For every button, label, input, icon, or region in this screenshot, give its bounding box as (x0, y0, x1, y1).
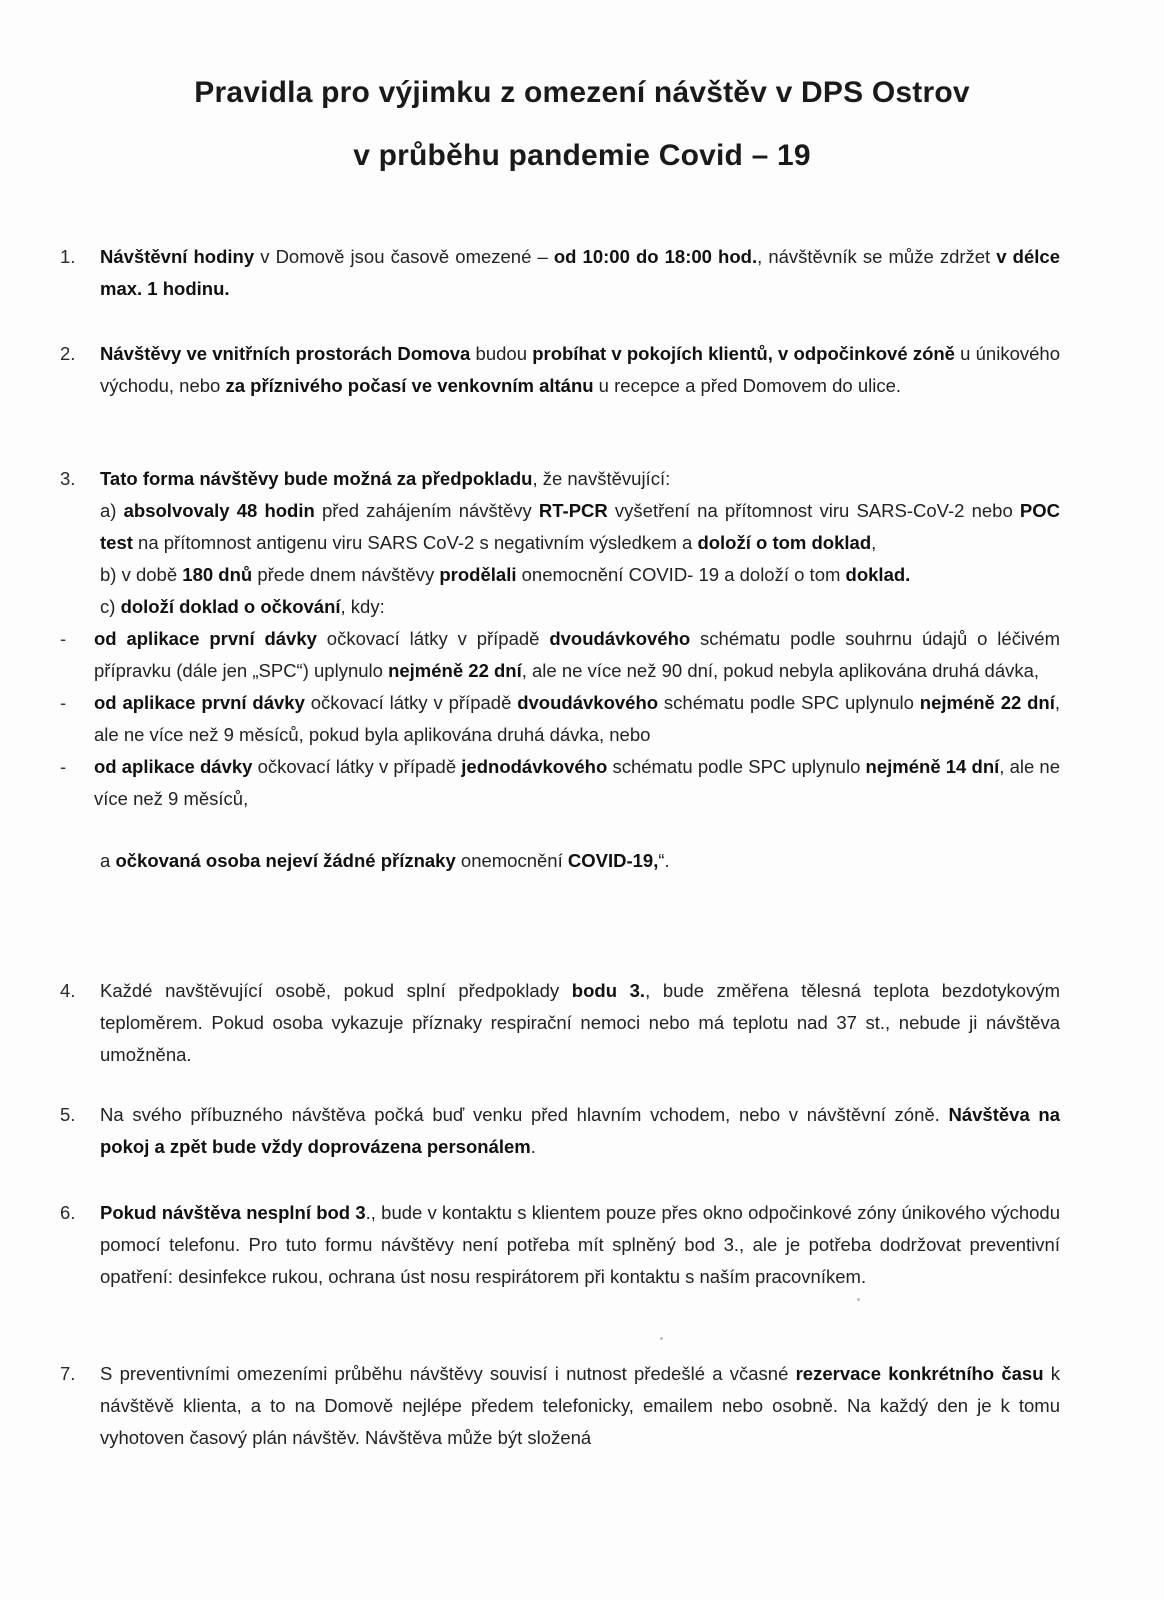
text-run: schématu podle SPC uplynulo (658, 692, 920, 713)
text-run: u únikového východu, nebo (100, 343, 1060, 396)
rule-intro (100, 463, 1060, 495)
emphasis-text: od aplikace dávky (94, 756, 253, 777)
vaccination-case-text (94, 756, 1060, 809)
emphasis-text: od 10:00 do 18:00 hod. (553, 246, 758, 267)
scan-speck (857, 1298, 860, 1301)
vaccination-case-text (94, 628, 1060, 681)
emphasis-text: dvoudávkového (517, 692, 659, 713)
text-run: c) (100, 596, 121, 617)
text-run: , že navštěvující: (532, 468, 671, 489)
text-run: S preventivními omezeními průběhu návštěvy souvisí i nutnost předešlé a včasné (100, 1363, 796, 1384)
rule-number: 2. (60, 343, 76, 364)
text-run: “. (658, 850, 670, 871)
text-run: přede dnem návštěvy (252, 564, 440, 585)
emphasis-text: za příznivého počasí ve venkovním altánu (225, 375, 594, 396)
rule-text (100, 1099, 1060, 1163)
emphasis-text: rezervace konkrétního času (795, 1363, 1044, 1384)
rule-text (100, 975, 1060, 1071)
emphasis-text: doloží o tom doklad (697, 532, 872, 553)
text-run: schématu podle souhrnu údajů o léčivém přípravku (dále jen „SPC“) uplynulo (94, 628, 1061, 681)
text-run: na přítomnost antigenu viru SARS CoV-2 s negativním výsledkem a (132, 532, 698, 553)
rule-number: 1. (60, 246, 76, 267)
text-run: onemocnění (455, 850, 568, 871)
rule-number: 4. (60, 980, 76, 1001)
emphasis-text: nejméně 14 dní (865, 756, 1000, 777)
emphasis-text: Návštěvní hodiny (100, 246, 255, 267)
text-run: , bude změřena tělesná teplota bezdotykovým teploměrem. Pokud osoba vykazuje příznaky respirační nemoci nebo má teplotu nad 37 st., nebude ji návštěva umožněna. (100, 980, 1060, 1065)
text-run: k návštěvě klienta, a to na Domově nejlépe předem telefonicky, emailem nebo osobně. Na každý den je k tomu vyhotoven časový plán návštěv. Návštěva může být složená (100, 1363, 1061, 1448)
text-run: vyšetření na přítomnost viru SARS-CoV-2 nebo (607, 500, 1020, 521)
emphasis-text: nejméně 22 dní (388, 660, 522, 681)
text-run: . (530, 1136, 536, 1157)
emphasis-text: prodělali (439, 564, 517, 585)
emphasis-text: Návštěvy ve vnitřních prostorách Domova (100, 343, 471, 364)
emphasis-text: RT-PCR (538, 500, 608, 521)
vaccination-case-3 (60, 751, 1060, 815)
text-run: očkovací látky v případě (252, 756, 462, 777)
rule-text (60, 463, 1061, 877)
rule-number: 6. (60, 1202, 76, 1223)
emphasis-text: POC test (100, 500, 1061, 553)
emphasis-text: od aplikace první dávky (94, 628, 317, 649)
text-run: očkovací látky v případě (304, 692, 518, 713)
emphasis-text: doloží doklad o očkování (120, 596, 341, 617)
document-title: Pravidla pro výjimku z omezení návštěv v DPS Ostrov (194, 76, 970, 109)
emphasis-text: bodu 3. (571, 980, 646, 1001)
text-run: očkovací látky v případě (316, 628, 550, 649)
emphasis-text: COVID-19, (567, 850, 659, 871)
rule-text (100, 338, 1060, 402)
text-run: onemocnění COVID- 19 a doloží o tom (516, 564, 846, 585)
emphasis-text: probíhat v pokojích klientů, v odpočinkové zóně (532, 343, 955, 364)
dash-bullet: - (60, 628, 67, 649)
rule-number: 5. (60, 1104, 76, 1125)
text-run: , (871, 532, 877, 553)
rule-text (100, 241, 1060, 305)
text-run: , návštěvník se může zdržet (757, 246, 997, 267)
emphasis-text: jednodávkového (461, 756, 608, 777)
emphasis-text: v délce max. 1 hodinu. (100, 246, 1060, 299)
closing-condition (100, 845, 1060, 877)
text-run: a (100, 850, 116, 871)
text-run: , ale ne více než 9 měsíců, pokud byla aplikována druhá dávka, nebo (94, 692, 1061, 745)
emphasis-text: nejméně 22 dní (919, 692, 1055, 713)
vaccination-case-2 (60, 687, 1060, 751)
condition-b (100, 559, 1060, 591)
text-run: schématu podle SPC uplynulo (607, 756, 866, 777)
text-run: , kdy: (340, 596, 385, 617)
text-run: u recepce a před Domovem do ulice. (593, 375, 902, 396)
text-run: před zahájením návštěvy (314, 500, 539, 521)
text-run: Na svého příbuzného návštěva počká buď venku před hlavním vchodem, nebo v návštěvní zóně. (100, 1104, 949, 1125)
rule-text (100, 1197, 1060, 1293)
emphasis-text: absolvovaly 48 hodin (123, 500, 315, 521)
emphasis-text: dvoudávkového (549, 628, 691, 649)
emphasis-text: od aplikace první dávky (94, 692, 305, 713)
text-run: v Domově jsou časově omezené – (254, 246, 554, 267)
document-subtitle: v průběhu pandemie Covid – 19 (353, 139, 811, 172)
emphasis-text: Tato forma návštěvy bude možná za předpokladu (100, 468, 533, 489)
text-run: , ale ne více než 9 měsíců, (94, 756, 1061, 809)
condition-c (100, 591, 1060, 623)
vaccination-case-1 (60, 623, 1060, 687)
rule-text (100, 1358, 1060, 1454)
vaccination-case-text (94, 692, 1060, 745)
condition-a (100, 495, 1060, 559)
emphasis-text: Návštěva na pokoj a zpět bude vždy doprovázena personálem (100, 1104, 1060, 1157)
emphasis-text: očkovaná osoba nejeví žádné příznaky (115, 850, 456, 871)
rule-number: 3. (60, 468, 76, 489)
emphasis-text: 180 dnů (182, 564, 253, 585)
rule-number: 7. (60, 1363, 76, 1384)
vaccination-list (60, 623, 1060, 815)
scan-speck (660, 1337, 663, 1340)
text-run: , ale ne více než 90 dní, pokud nebyla aplikována druhá dávka, (521, 660, 1040, 681)
emphasis-text: doklad. (845, 564, 911, 585)
dash-bullet: - (60, 692, 67, 713)
text-run: ., bude v kontaktu s klientem pouze přes okno odpočinkové zóny únikového východu pomocí telefonu. Pro tuto formu návštěvy není potřeba mít splněný bod 3., ale je potřeba dodržovat preventivní opatření: desinfekce rukou, ochrana úst nosu respirátorem při kontaktu s naším pracovníkem. (100, 1202, 1061, 1287)
emphasis-text: Pokud návštěva nesplní bod 3 (100, 1202, 366, 1223)
text-run: a) (100, 500, 124, 521)
dash-bullet: - (60, 756, 67, 777)
text-run: b) v době (100, 564, 183, 585)
text-run: budou (470, 343, 533, 364)
text-run: Každé navštěvující osobě, pokud splní předpoklady (100, 980, 572, 1001)
